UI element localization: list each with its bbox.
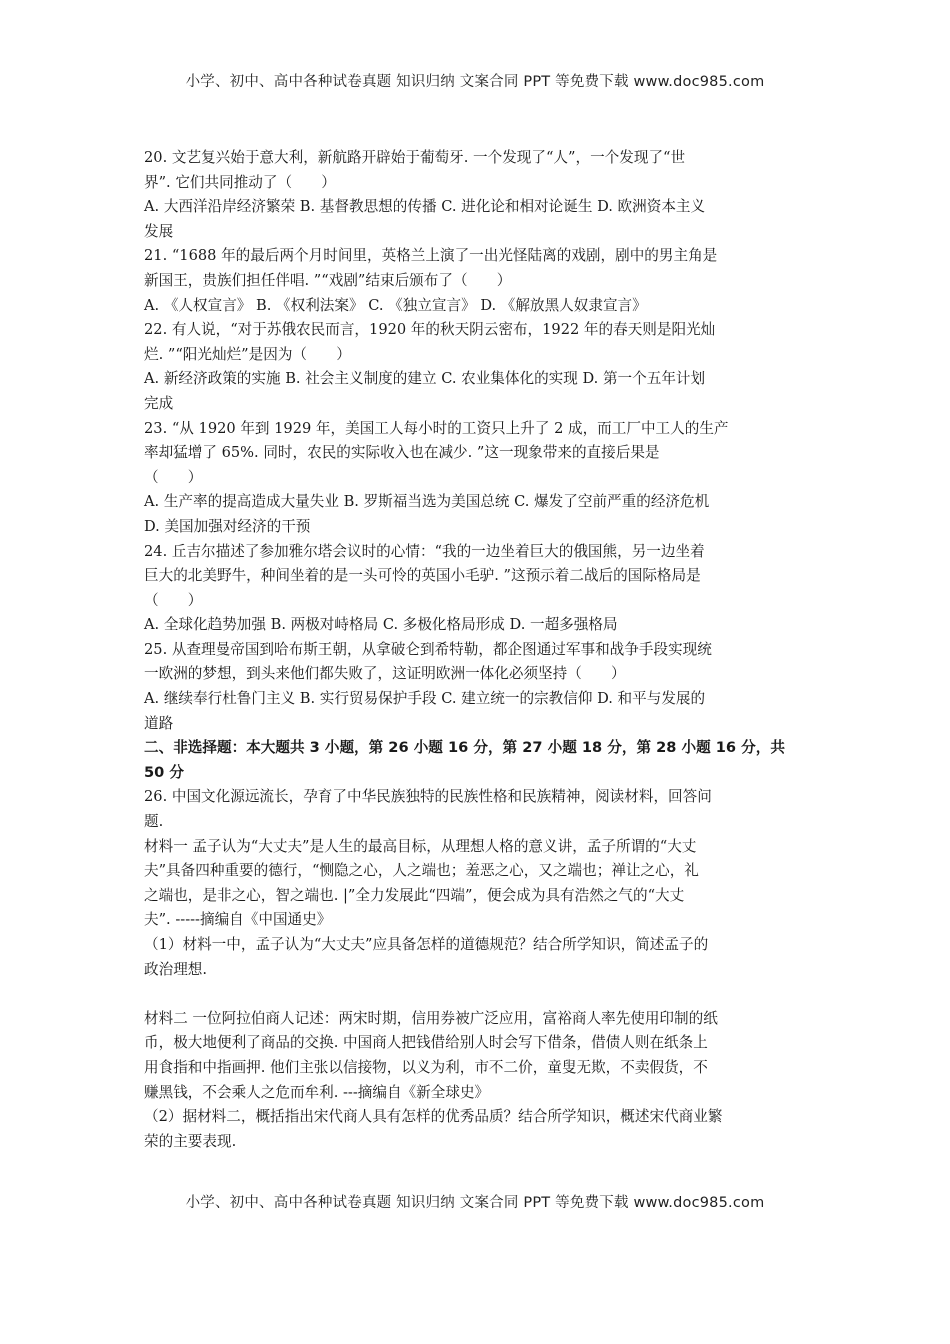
text-line: 烂. ”“阳光灿烂”是因为（ ）	[144, 345, 351, 363]
text-line: 材料一 孟子认为“大丈夫”是人生的最高目标，从理想人格的意义讲，孟子所谓的“大丈	[144, 837, 697, 855]
text-line: 政治理想.	[144, 960, 208, 978]
section-title: 50 分	[144, 763, 184, 781]
text-line: 率却猛增了 65%. 同时，农民的实际收入也在减少. ”这一现象带来的直接后果是	[144, 444, 660, 462]
text-line: 夫”. -----摘编自《中国通史》	[144, 911, 332, 929]
text-line: 之端也，是非之心，智之端也. |”全力发展此“四端”，便会成为具有浩然之气的“大丈	[144, 886, 685, 904]
section-title: 二、非选择题：本大题共 3 小题，第 26 小题 16 分，第 27 小题 18 分，第 28 小题 16 分，共	[144, 739, 785, 757]
text-line: A. 大西洋沿岸经济繁荣 B. 基督教思想的传播 C. 进化论和相对论诞生 D. 欧洲资本主义	[144, 198, 706, 216]
text-line: 题.	[144, 813, 164, 831]
text-line: 25. 从查理曼帝国到哈布斯王朝，从拿破仑到希特勒，都企图通过军事和战争手段实现统	[144, 640, 712, 658]
text-line: 币，极大地便利了商品的交换. 中国商人把钱借给别人时会写下借条，借债人则在纸条上	[144, 1034, 708, 1052]
text-line: A. 生产率的提高造成大量失业 B. 罗斯福当选为美国总统 C. 爆发了空前严重的经济危机	[144, 493, 710, 511]
page-footer: 小学、初中、高中各种试卷真题 知识归纳 文案合同 PPT 等免费下载 www.doc985.com	[185, 1195, 765, 1211]
text-line: 夫”具备四种重要的德行，“恻隐之心，人之端也；羞恶之心，又之端也；禅让之心，礼	[144, 862, 699, 880]
text-line: 发展	[144, 222, 174, 240]
text-line: （ ）	[144, 591, 203, 609]
text-line: 24. 丘吉尔描述了参加雅尔塔会议时的心情：“我的一边坐着巨大的俄国熊，另一边坐着	[144, 542, 705, 560]
text-line: 赚黑钱，不会乘人之危而牟利. ---摘编自《新全球史》	[144, 1083, 490, 1101]
text-line: 道路	[144, 714, 174, 732]
text-line: 23. “从 1920 年到 1929 年，美国工人每小时的工资只上升了 2 成，而工厂中工人的生产	[144, 419, 729, 437]
text-line: 材料二 一位阿拉伯商人记述：两宋时期，信用券被广泛应用，富裕商人率先使用印制的纸	[144, 1009, 718, 1027]
text-line: 用食指和中指画押. 他们主张以信接物，以义为利，市不二价，童叟无欺，不卖假货，不	[144, 1058, 708, 1076]
text-line: （2）据材料二，概括指出宋代商人具有怎样的优秀品质？结合所学知识，概述宋代商业繁	[144, 1108, 723, 1126]
text-line: 新国王，贵族们担任伴唱. ”“戏剧”结束后颁布了（ ）	[144, 271, 512, 289]
page-header: 小学、初中、高中各种试卷真题 知识归纳 文案合同 PPT 等免费下载 www.doc985.com	[185, 74, 765, 90]
text-line: A. 全球化趋势加强 B. 两极对峙格局 C. 多极化格局形成 D. 一超多强格局	[144, 616, 618, 634]
text-line: A. 继续奉行杜鲁门主义 B. 实行贸易保护手段 C. 建立统一的宗教信仰 D. 和平与发展的	[144, 690, 706, 708]
exam-content	[144, 146, 808, 1154]
text-line: 巨大的北美野牛，种间坐着的是一头可怜的英国小毛驴. ”这预示着二战后的国际格局是	[144, 567, 701, 585]
text-line: A. 《人权宣言》 B. 《权利法案》 C. 《独立宣言》 D. 《解放黑人奴隶宣言》	[144, 296, 647, 314]
text-line: A. 新经济政策的实施 B. 社会主义制度的建立 C. 农业集体化的实现 D. 第一个五年计划	[144, 370, 706, 388]
text-line: 26. 中国文化源远流长，孕育了中华民族独特的民族性格和民族精神，阅读材料，回答问	[144, 788, 712, 806]
text-line: 一欧洲的梦想，到头来他们都失败了，这证明欧洲一体化必须坚持（ ）	[144, 665, 626, 683]
text-line: 21. “1688 年的最后两个月时间里，英格兰上演了一出光怪陆离的戏剧，剧中的男主角是	[144, 247, 718, 265]
text-line: （1）材料一中，孟子认为“大丈夫”应具备怎样的道德规范？结合所学知识，简述孟子的	[144, 936, 709, 953]
text-line: 荣的主要表现.	[144, 1132, 237, 1150]
blank-line	[144, 982, 808, 1007]
text-line: （ ）	[144, 468, 203, 486]
text-line: 20. 文艺复兴始于意大利，新航路开辟始于葡萄牙. 一个发现了“人”，一个发现了“世	[144, 149, 686, 166]
text-line: D. 美国加强对经济的干预	[144, 517, 311, 535]
text-line: 界”. 它们共同推动了（ ）	[144, 173, 336, 191]
text-line: 22. 有人说，“对于苏俄农民而言，1920 年的秋天阴云密布，1922 年的春天则是阳光灿	[144, 321, 716, 339]
text-line: 完成	[144, 394, 174, 412]
